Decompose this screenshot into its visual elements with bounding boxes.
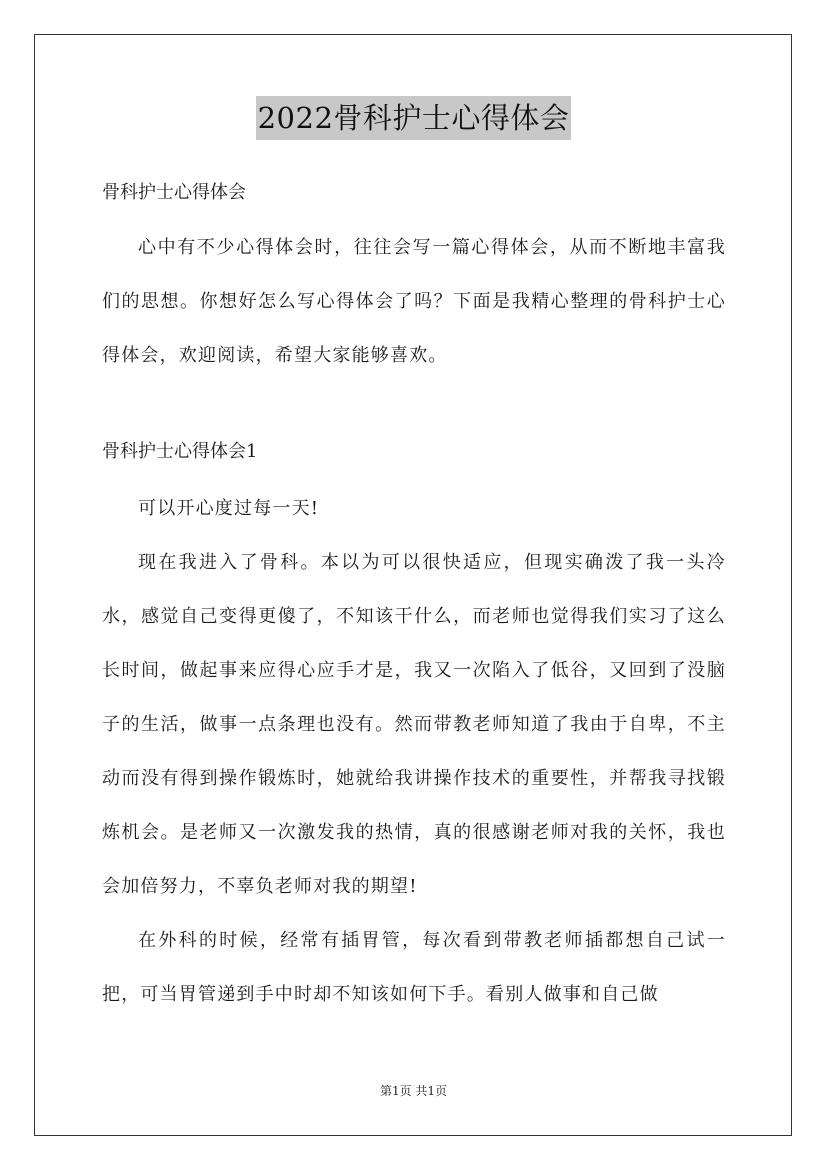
section1-heading: 骨科护士心得体会1	[102, 441, 258, 462]
document-body	[102, 170, 726, 1022]
intro-heading: 骨科护士心得体会	[102, 182, 246, 203]
title-container	[0, 96, 827, 140]
intro-paragraph: 心中有不少心得体会时，往往会写一篇心得体会，从而不断地丰富我们的思想。你想好怎么写心得体会了吗？下面是我精心整理的骨科护士心得体会，欢迎阅读，希望大家能够喜欢。	[102, 237, 726, 366]
document-title: 2022骨科护士心得体会	[256, 96, 572, 140]
section1-paragraph: 在外科的时候，经常有插胃管，每次看到带教老师插都想自己试一把，可当胃管递到手中时却不知该如何下手。看别人做事和自己做	[102, 930, 726, 1005]
section1-paragraph: 可以开心度过每一天!	[138, 498, 320, 519]
section1-paragraph: 现在我进入了骨科。本以为可以很快适应，但现实确泼了我一头冷水，感觉自己变得更傻了，不知该干什么，而老师也觉得我们实习了这么长时间，做起事来应得心应手才是，我又一次陷入了低谷，又回到了没脑子的生活，做事一点条理也没有。然而带教老师知道了我由于自卑，不主动而没有得到操作锻炼时，她就给我讲操作技术的重要性，并帮我寻找锻炼机会。是老师又一次激发我的热情，真的很感谢老师对我的关怀，我也会加倍努力，不辜负老师对我的期望!	[102, 552, 726, 897]
page-number: 第1页 共1页	[379, 1084, 448, 1098]
page-footer	[0, 1082, 827, 1099]
